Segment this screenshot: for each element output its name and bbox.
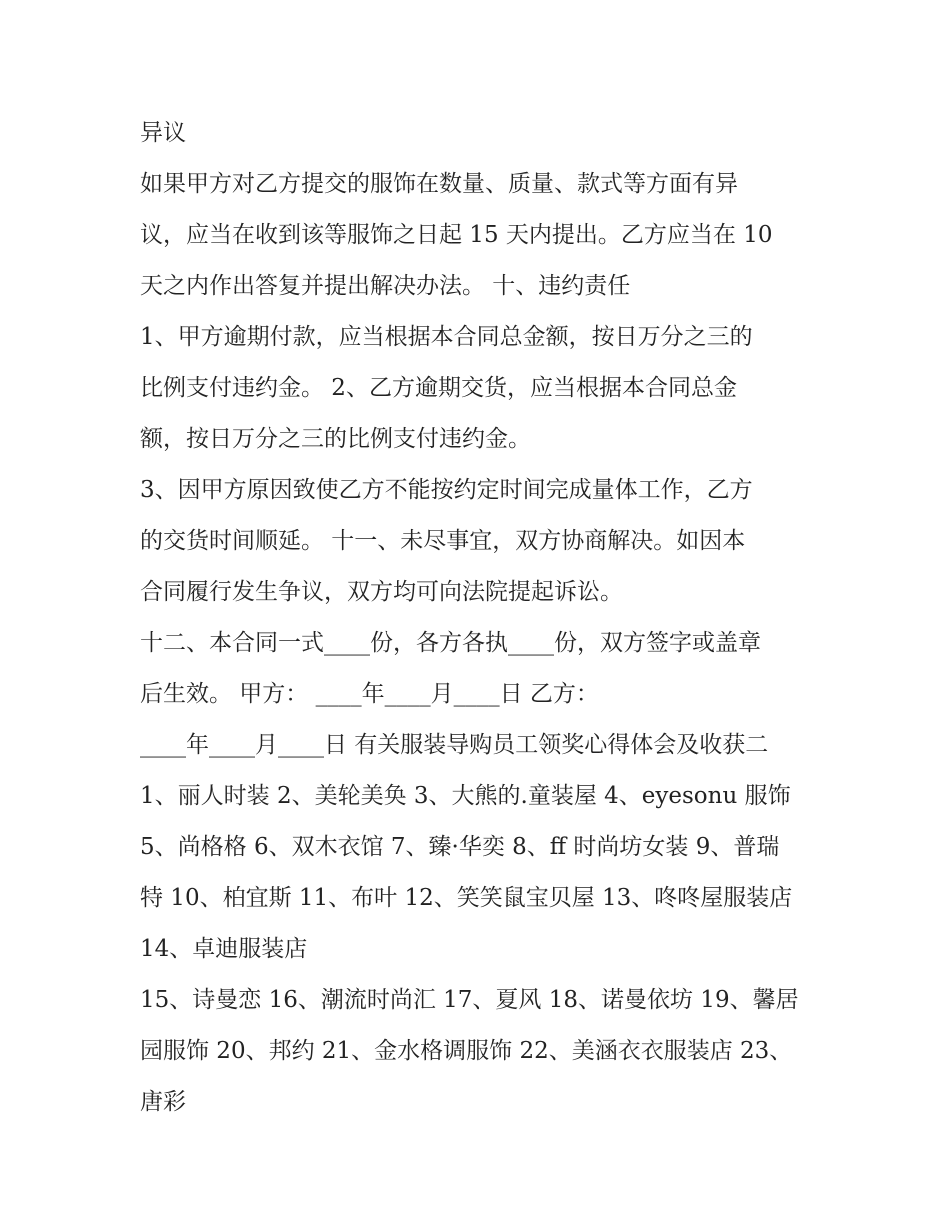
text-line: 天之内作出答复并提出解决办法。 十、违约责任 — [140, 273, 631, 299]
text-line: 园服饰 20、邦约 21、金水格调服饰 22、美涵衣衣服装店 23、 — [140, 1038, 793, 1064]
text-line: 唐彩 — [140, 1089, 186, 1115]
text-line: 议，应当在收到该等服饰之日起 15 天内提出。乙方应当在 10 — [140, 222, 773, 248]
text-line: 额，按日万分之三的比例支付违约金。 — [140, 426, 531, 452]
text-line: 1、丽人时装 2、美轮美奂 3、大熊的.童装屋 4、eyesonu 服饰 — [140, 783, 791, 809]
text-line: 3、因甲方原因致使乙方不能按约定时间完成量体工作，乙方 — [140, 477, 753, 503]
text-line: 十二、本合同一式____份，各方各执____份，双方签字或盖章 — [140, 630, 761, 656]
text-line: 后生效。 甲方： ____年____月____日 乙方： — [140, 681, 599, 707]
text-line: 14、卓迪服装店 — [140, 936, 308, 962]
text-line: 特 10、柏宜斯 11、布叶 12、笑笑鼠宝贝屋 13、咚咚屋服装店 — [140, 885, 793, 911]
text-line: 如果甲方对乙方提交的服饰在数量、质量、款式等方面有异 — [140, 171, 738, 197]
text-line: 15、诗曼恋 16、潮流时尚汇 17、夏风 18、诺曼依坊 19、馨居 — [140, 987, 799, 1013]
text-line: 1、甲方逾期付款，应当根据本合同总金额，按日万分之三的 — [140, 324, 753, 350]
document-body — [140, 108, 820, 1128]
text-line: 的交货时间顺延。 十一、未尽事宜，双方协商解决。如因本 — [140, 528, 746, 554]
text-line: 合同履行发生争议，双方均可向法院提起诉讼。 — [140, 579, 623, 605]
text-line: 比例支付违约金。 2、乙方逾期交货，应当根据本合同总金 — [140, 375, 737, 401]
text-line: 5、尚格格 6、双木衣馆 7、臻·华奕 8、ff 时尚坊女装 9、普瑞 — [140, 834, 780, 860]
text-line: ____年____月____日 有关服装导购员工领奖心得体会及收获二 — [140, 732, 769, 758]
text-line: 异议 — [140, 120, 186, 146]
